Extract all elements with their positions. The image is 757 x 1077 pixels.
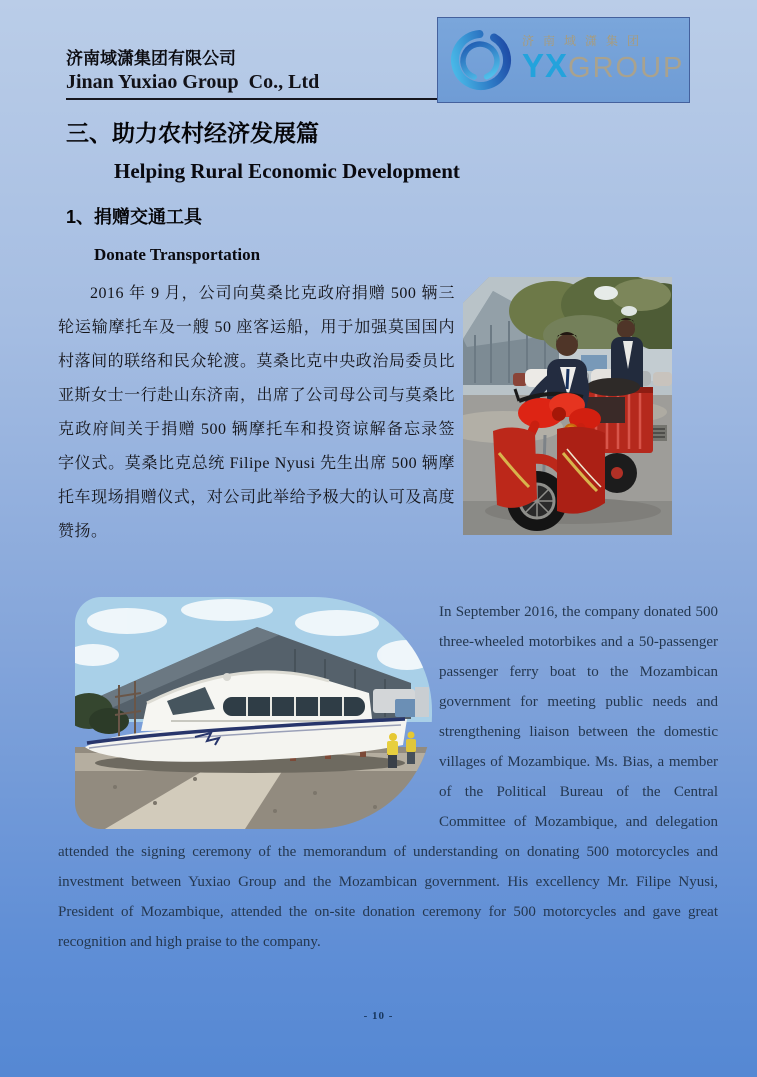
yx-group-logo	[437, 17, 690, 103]
company-name-en: Jinan Yuxiao Group Co., Ltd	[66, 71, 320, 93]
logo-en-text	[522, 47, 685, 88]
sub-title-cn: 1、捐赠交通工具	[66, 207, 203, 227]
motorbike-photo	[463, 277, 672, 535]
logo-swirl-icon	[446, 25, 516, 95]
motorbike-photo-graphic	[463, 277, 672, 535]
section-gap	[58, 549, 718, 597]
boat-photo	[75, 597, 432, 829]
logo-yx-mark: YX	[522, 47, 569, 84]
page-number: - 10 -	[363, 1010, 394, 1022]
boat-photo-graphic	[75, 597, 432, 829]
sub-title-en: Donate Transportation	[94, 245, 261, 264]
page-footer	[0, 1006, 757, 1024]
paragraph-en: In September 2016, the company donated 500 three-wheeled motorbikes and a 50-passenger passenger ferry boat to the Mozambican government for meeting public needs and strengthening liaison between the domestic villages of Mozambique. Ms. Bias, a member of the Political Bureau of the Central Committee of Mozambique, and delegation attended the signing ceremony of the memorandum of understanding on donating 500 motorcycles and investment between Yuxiao Group and the Mozambican government. His excellency Mr. Filipe Nyusi, President of Mozambique, attended the on-site donation ceremony for 500 motorcycles and gave great recognition and high praise to the company.	[58, 604, 718, 950]
logo-wordmark	[522, 32, 684, 88]
donation-section-cn	[58, 277, 718, 549]
paragraph-cn: 2016 年 9 月，公司向莫桑比克政府捐赠 500 辆三轮运输摩托车及一艘 50 座客运船，用于加强莫国国内村落间的联络和民众轮渡。莫桑比克中央政治局委员比亚斯女士一行赴山东济南，出席了公司母公司与莫桑比克政府间关于捐赠 500 辆摩托车和投资谅解备忘录签字仪式。莫桑比克总统 Filipe Nyusi 先生出席 500 辆摩托车现场捐赠仪式，对公司此举给予极大的认可及高度赞扬。	[58, 285, 455, 540]
logo-cn-text: 济南域潇集团	[522, 34, 649, 48]
company-header	[66, 48, 458, 100]
donation-section-en	[58, 597, 718, 957]
section-title-cn: 三、助力农村经济发展篇	[66, 120, 319, 146]
logo-group-mark: GROUP	[568, 52, 685, 84]
section-title-en: Helping Rural Economic Development	[114, 159, 460, 183]
company-name-cn: 济南域潇集团有限公司	[66, 49, 236, 68]
